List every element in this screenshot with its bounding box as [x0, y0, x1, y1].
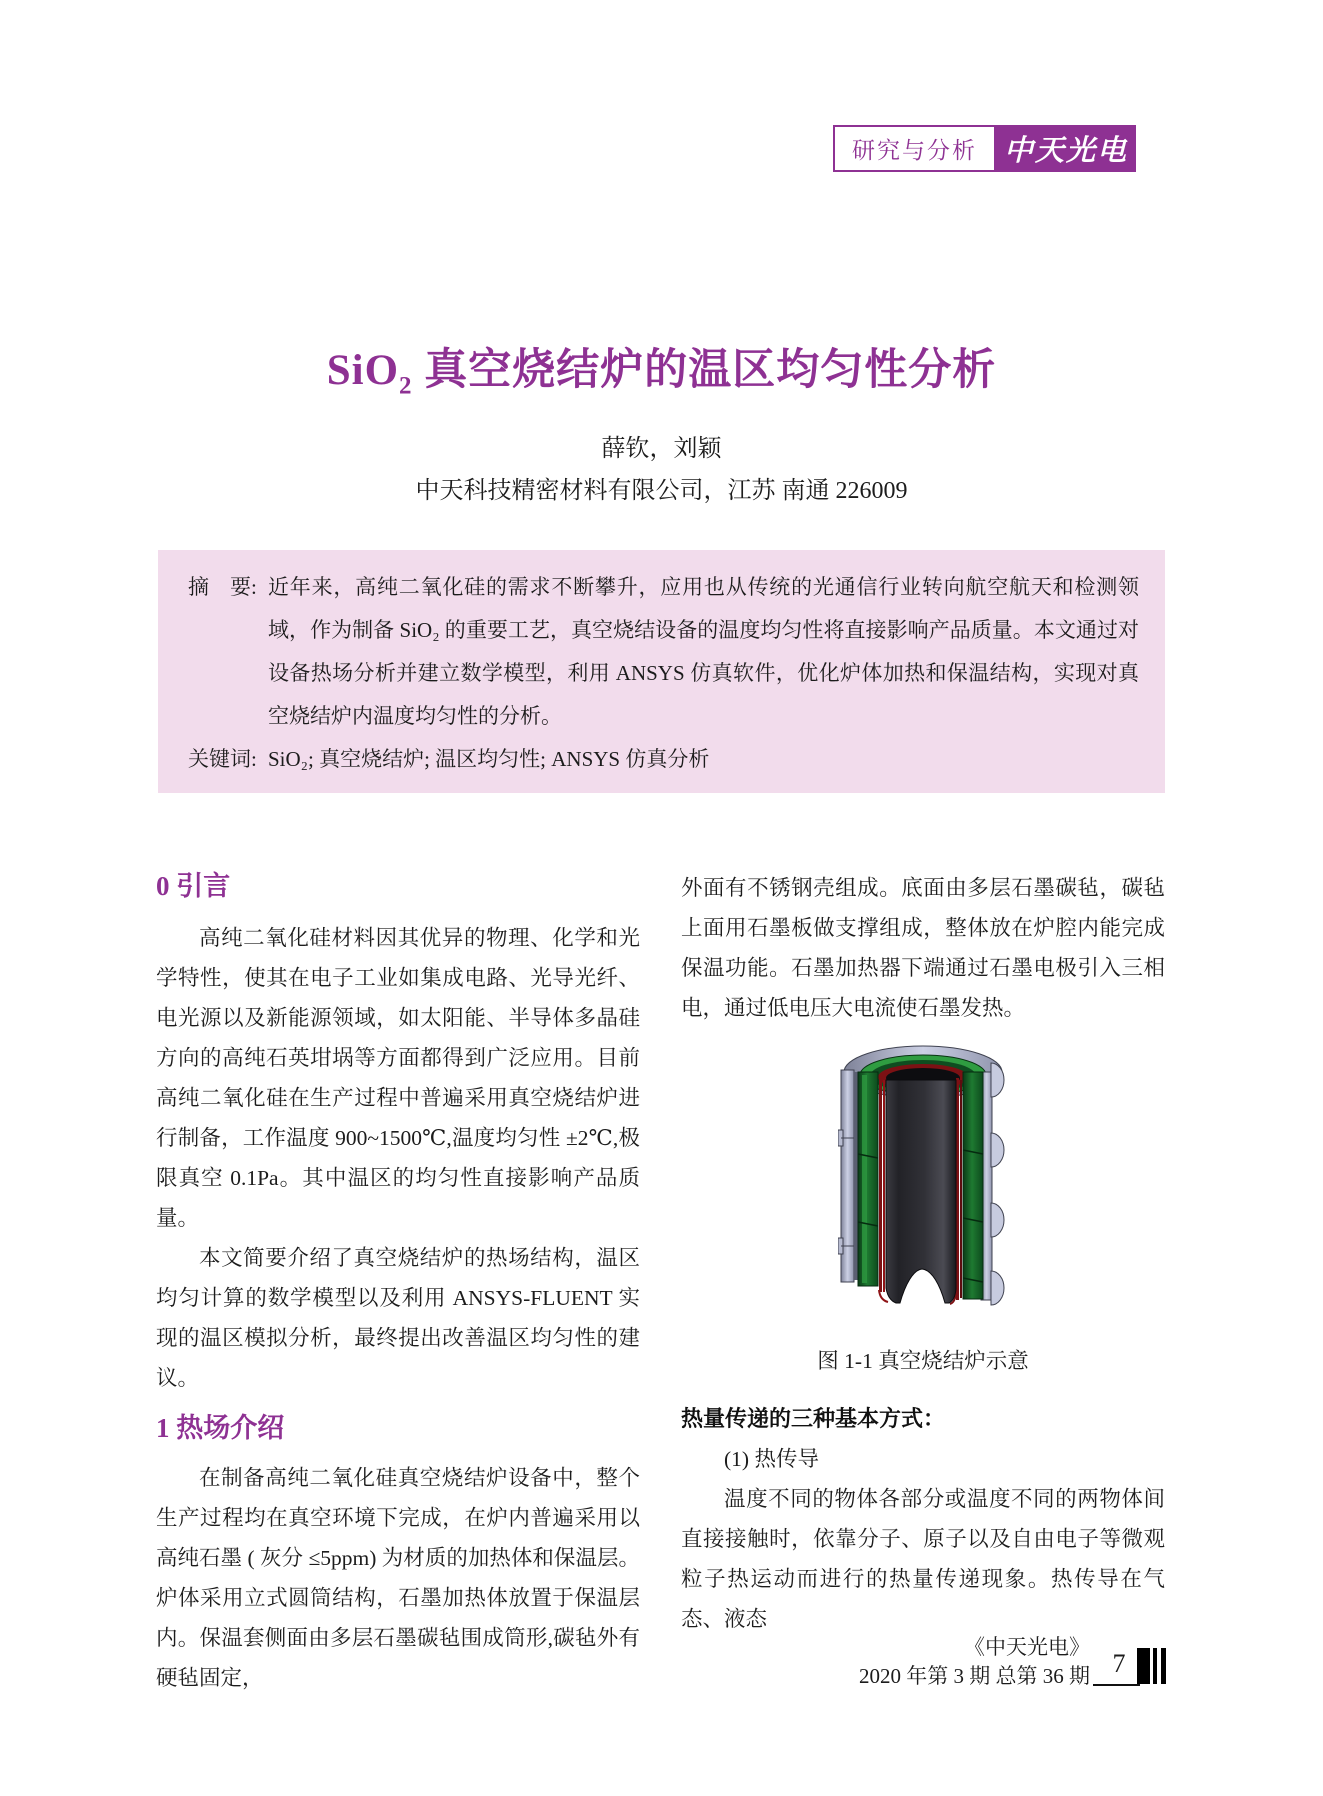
title-formula-prefix: SiO [326, 347, 400, 394]
footer-page-number: 7 [1112, 1649, 1126, 1678]
abstract-label: 摘 要: [188, 575, 257, 599]
section-heading-intro: 0 引言 [156, 871, 231, 901]
category-tag: 研究与分析 [833, 125, 996, 172]
abstract-box [158, 550, 1165, 793]
right-column [681, 868, 1165, 1639]
furnace-figure-image [838, 1042, 1008, 1314]
body-paragraph-intro-1: 高纯二氧化硅材料因其优异的物理、化学和光学特性，使其在电子工业如集成电路、光导光纤、电光源以及新能源领域，如太阳能、半导体多晶硅方向的高纯石英坩埚等方面都得到广泛应用。目前高纯二氧化硅在生产过程中普遍采用真空烧结炉进行制备，工作温度 900~1500℃,温度均匀性 ±2℃,极限真空 0.1Pa。其中温区的均匀性直接影响产品质量。 [156, 926, 640, 1230]
authors-line: 薛钦，刘颖 [601, 436, 722, 462]
affiliation-line: 中天科技精密材料有限公司，江苏 南通 226009 [415, 478, 908, 504]
keywords-label: 关键词: [188, 747, 257, 771]
heat-transfer-item-1: (1) 热传导 [724, 1447, 819, 1471]
title-text: 真空烧结炉的温区均匀性分析 [412, 347, 997, 394]
abstract-text: 近年来，高纯二氧化硅的需求不断攀升，应用也从传统的光通信行业转向航空航天和检测领域，作为制备 SiO₂ 的重要工艺，真空烧结设备的温度均匀性将直接影响产品质量。本文通过对设备热场分析并建立数学模型，利用 ANSYS 仿真软件，优化炉体加热和保温结构，实现对真空烧结炉内温度均匀性的分析。 [268, 575, 1139, 728]
footer-page-rule [1093, 1684, 1140, 1686]
barcode-bar [1153, 1648, 1157, 1684]
footer-journal-name: 《中天光电》 [964, 1635, 1090, 1659]
barcode-bar [1161, 1648, 1166, 1684]
abstract-row [188, 566, 1139, 738]
body-paragraph-thermal-1: 在制备高纯二氧化硅真空烧结炉设备中，整个生产过程均在真空环境下完成，在炉内普遍采用以高纯石墨 ( 灰分 ≤5ppm) 为材质的加热体和保温层。炉体采用立式圆筒结构，石墨加热体放置于保温层内。保温套侧面由多层石墨碳毡围成筒形,碳毡外有硬毡固定， [156, 1466, 640, 1690]
body-paragraph-intro-2: 本文简要介绍了真空烧结炉的热场结构，温区均匀计算的数学模型以及利用 ANSYS-FLUENT 实现的温区模拟分析，最终提出改善温区均匀性的建议。 [156, 1246, 640, 1390]
left-column [156, 868, 640, 1698]
figure-caption: 图 1-1 真空烧结炉示意 [817, 1349, 1029, 1373]
body-paragraph-heat-1: 温度不同的物体各部分或温度不同的两物体间直接接触时，依靠分子、原子以及自由电子等微观粒子热运动而进行的热量传递现象。热传导在气态、液态 [681, 1487, 1165, 1631]
brand-logo: 中天光电 [996, 125, 1136, 172]
article-title [0, 336, 1323, 400]
barcode-bar [1137, 1648, 1150, 1684]
keywords-text: SiO₂; 真空烧结炉; 温区均匀性; ANSYS 仿真分析 [268, 747, 710, 771]
footer-issue-info: 2020 年第 3 期 总第 36 期 [859, 1664, 1090, 1688]
furnace-figure [681, 1042, 1165, 1381]
section-heading-thermal: 1 热场介绍 [156, 1413, 285, 1443]
page-header [833, 125, 1136, 172]
keywords-row [188, 738, 1139, 781]
body-paragraph-thermal-2: 外面有不锈钢壳组成。底面由多层石墨碳毡，碳毡上面用石墨板做支撑组成，整体放在炉腔内能完成保温功能。石墨加热器下端通过石墨电极引入三相电，通过低电压大电流使石墨发热。 [681, 876, 1165, 1020]
title-formula-subscript: 2 [399, 372, 413, 400]
heat-transfer-heading: 热量传递的三种基本方式： [681, 1406, 946, 1431]
footer-barcode [1137, 1648, 1166, 1684]
